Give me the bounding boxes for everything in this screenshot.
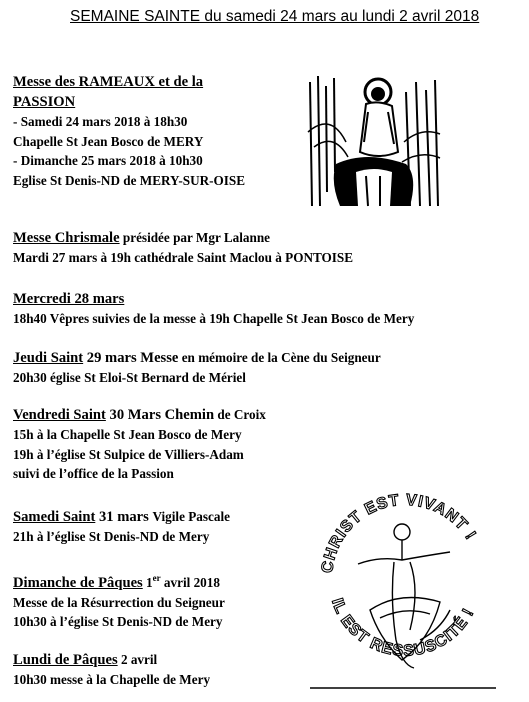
event-heading-cont: PASSION: [13, 94, 76, 110]
seal-banner-bottom: IL EST RESSUSCITÉ !: [327, 596, 478, 660]
event-chrismale: [13, 228, 353, 268]
palm-sunday-illustration: [306, 72, 441, 207]
event-heading-sup: er: [152, 573, 161, 583]
event-heading: Messe des RAMEAUX et de la: [13, 74, 204, 90]
event-mercredi: [13, 289, 414, 329]
christ-est-vivant-seal: [310, 490, 500, 690]
event-heading-detail: 2 avril: [117, 652, 158, 667]
event-heading-detail: en mémoire de la Cène du Seigneur: [178, 350, 381, 365]
event-heading: Jeudi Saint: [13, 350, 84, 366]
event-heading: Vendredi Saint: [13, 407, 106, 423]
event-line: - Samedi 24 mars 2018 à 18h30: [13, 114, 188, 129]
event-lundi: [13, 650, 210, 690]
event-line: 10h30 à l’église St Denis-ND de Mery: [13, 614, 223, 630]
event-heading-mid: 1: [142, 574, 153, 590]
event-heading-detail: Vigile Pascale: [152, 509, 230, 524]
seal-banner-top: CHRIST EST VIVANT !: [319, 491, 480, 575]
event-jeudi: [13, 348, 381, 388]
event-line: 21h à l’église St Denis-ND de Mery: [13, 529, 210, 544]
event-heading-mid: 31 mars: [95, 509, 153, 525]
event-line: Eglise St Denis-ND de MERY-SUR-OISE: [13, 172, 246, 188]
event-line: 19h à l’église St Sulpice de Villiers-Adam: [13, 446, 244, 462]
event-heading: Mercredi 28 mars: [13, 291, 125, 307]
event-line: Mardi 27 mars à 19h cathédrale Saint Maclou à PONTOISE: [13, 250, 354, 265]
event-line: - Dimanche 25 mars 2018 à 10h30: [13, 153, 203, 168]
event-heading: Lundi de Pâques: [13, 652, 118, 668]
event-dimanche: [13, 568, 225, 632]
event-heading-detail: avril 2018: [160, 574, 220, 590]
event-heading-detail: présidée par Mgr Lalanne: [119, 230, 271, 245]
event-heading-mid: 29 mars Messe: [83, 350, 179, 366]
event-line: 10h30 messe à la Chapelle de Mery: [13, 672, 211, 687]
event-rameaux: [13, 72, 245, 190]
event-line: suivi de l’office de la Passion: [13, 466, 174, 481]
event-heading-mid: 30 Mars Chemin: [105, 407, 215, 423]
event-heading: Messe Chrismale: [13, 230, 120, 246]
event-vendredi: [13, 405, 266, 484]
event-samedi: [13, 507, 230, 547]
event-heading-detail: de Croix: [214, 407, 266, 422]
event-line: 15h à la Chapelle St Jean Bosco de Mery: [13, 427, 242, 442]
event-heading: Dimanche de Pâques: [13, 574, 143, 591]
event-line: Chapelle St Jean Bosco de MERY: [13, 133, 204, 149]
page-title: SEMAINE SAINTE du samedi 24 mars au lundi 2 avril 2018: [70, 8, 480, 25]
event-line: Messe de la Résurrection du Seigneur: [13, 594, 225, 610]
event-line: 20h30 église St Eloi-St Bernard de Mériel: [13, 370, 246, 385]
event-line: 18h40 Vêpres suivies de la messe à 19h Chapelle St Jean Bosco de Mery: [13, 311, 415, 326]
event-heading: Samedi Saint: [13, 509, 96, 525]
